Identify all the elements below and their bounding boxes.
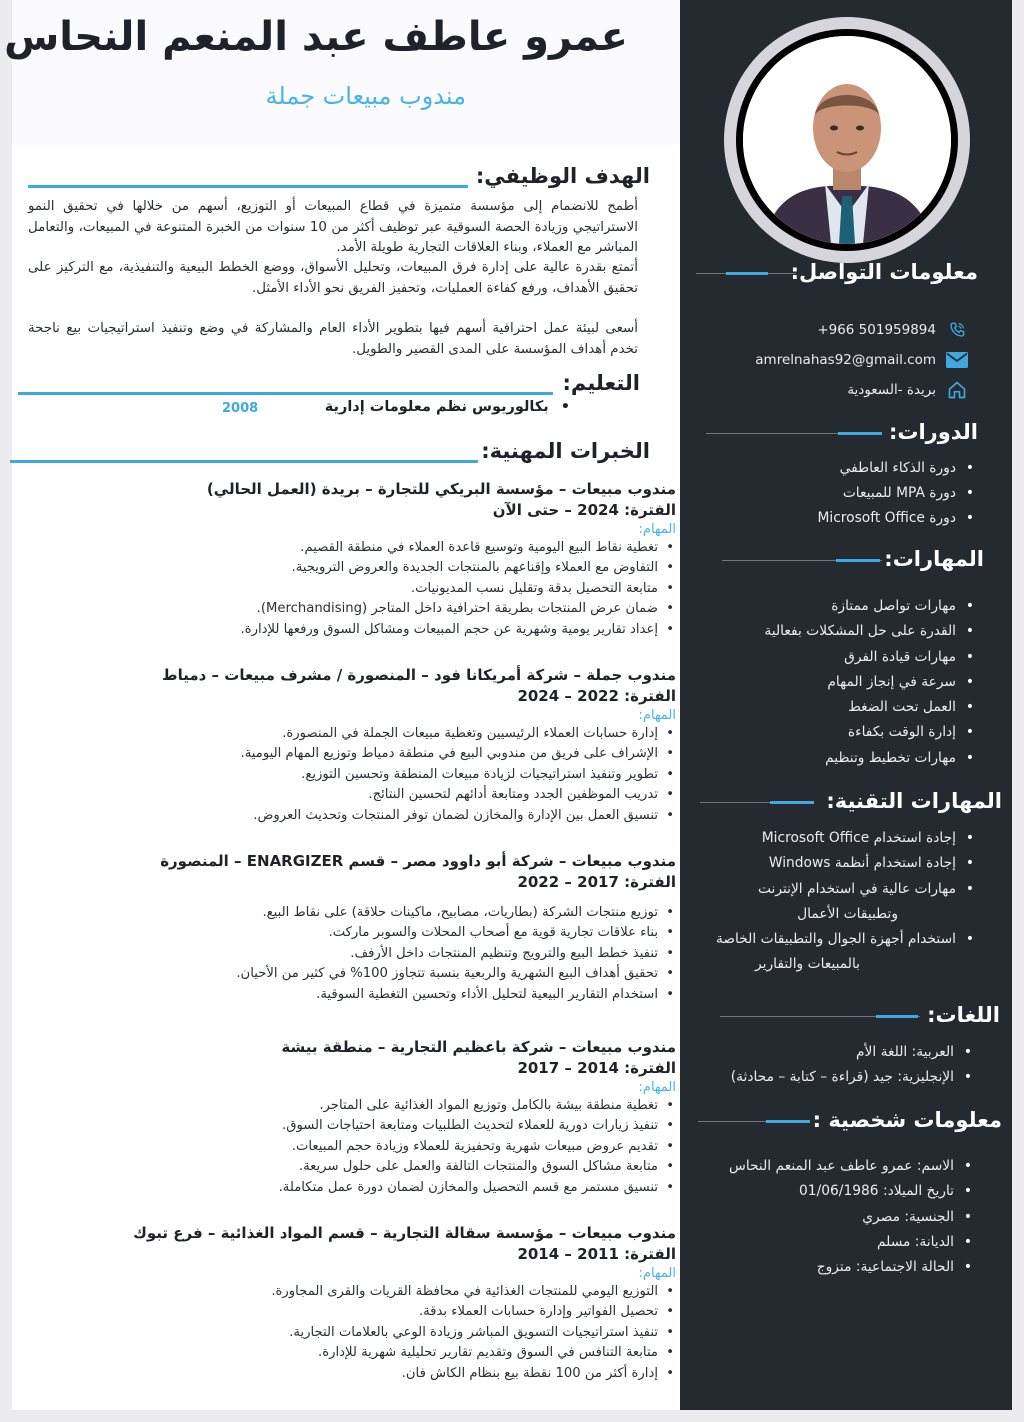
tasks-label: المهام:: [638, 522, 676, 537]
tech-divider-accent: [770, 801, 814, 804]
tech-skill-text: إجادة استخدام Microsoft Office: [761, 830, 956, 846]
phone-icon: [946, 320, 968, 340]
phone-number: +966 501959894: [817, 322, 936, 338]
task-item: • إدارة أكثر من 100 نقطة بيع بنظام الكاش فان.: [36, 1364, 658, 1384]
profile-photo: [743, 36, 951, 244]
task-item: • تغطية نقاط البيع اليومية وتوسيع قاعدة العملاء في منطقة القصيم.: [36, 538, 658, 558]
personal-item: • تاريخ الميلاد: 01/06/1986: [729, 1179, 954, 1204]
task-item: • تنسيق مستمر مع قسم التحصيل والمخازن لضمان دورة عمل متكاملة.: [36, 1178, 658, 1198]
contact-heading: [696, 260, 978, 288]
education-divider: [18, 392, 553, 395]
main-column: [4, 0, 680, 1410]
courses-heading: [706, 420, 978, 448]
personal-list: [729, 1154, 954, 1280]
profile-photo-frame: [724, 17, 970, 263]
mail-icon: [946, 350, 968, 370]
objective-divider: [28, 185, 468, 188]
person-portrait-icon: [743, 36, 951, 244]
job-entry: [36, 851, 676, 1005]
task-item: • تنفيذ زيارات دورية للعملاء لتحديث الطلبيات ومتابعة احتياجات السوق.: [36, 1116, 658, 1136]
contact-email[interactable]: [755, 349, 968, 371]
task-item: • الإشراف على فريق من مندوبي البيع في منطقة دمياط وتوزيع المهام اليومية.: [36, 744, 658, 764]
task-item: • إعداد تقارير يومية وشهرية عن حجم المبيعات ومشاكل السوق ورفعها للإدارة.: [36, 620, 658, 640]
skill-item: • مهارات تخطيط وتنظيم: [764, 746, 956, 771]
task-item: • تنسيق العمل بين الإدارة والمخازن لضمان توفر المنتجات وتحديث العروض.: [36, 806, 658, 826]
header: [4, 0, 680, 145]
skill-item: • العمل تحت الضغط: [764, 695, 956, 720]
task-item: • متابعة مشاكل السوق والمنتجات التالفة والعمل على حلول سريعة.: [36, 1157, 658, 1177]
task-item: • تدريب الموظفين الجدد ومتابعة أدائهم لتحسين النتائج.: [36, 785, 658, 805]
resume-page: [4, 0, 1012, 1410]
contact-phone[interactable]: [817, 319, 968, 341]
tasks-label: المهام:: [638, 1266, 676, 1281]
experience-title: الخبرات المهنية:: [481, 439, 650, 463]
courses-list: [817, 456, 956, 531]
languages-title: اللغات:: [927, 1003, 1000, 1027]
job-entry: [36, 665, 676, 826]
job-period: الفترة: 2022 – 2024: [517, 687, 676, 705]
task-item: • تنفيذ استراتيجيات التسويق المباشر وزيادة الوعي بالعلامات التجارية.: [36, 1323, 658, 1343]
skill-item: • إدارة الوقت بكفاءة: [764, 720, 956, 745]
tasks-label: المهام:: [638, 1080, 676, 1095]
tasks-label: المهام:: [638, 708, 676, 723]
objective-title: الهدف الوظيفي:: [475, 164, 650, 188]
tech-skills-heading: [700, 789, 1002, 817]
tech-skill-text: • استخدام أجهزة الجوال والتطبيقات الخاصة: [715, 931, 956, 948]
task-item: • متابعة التنافس في السوق وتقديم تقارير تحليلية شهرية للإدارة.: [36, 1343, 658, 1363]
language-item: • العربية: اللغة الأم: [731, 1040, 954, 1065]
tech-skill-text: • مهارات عالية في استخدام الإنترنت: [757, 880, 956, 897]
skill-item: • سرعة في إنجاز المهام: [764, 670, 956, 695]
contact-title: معلومات التواصل:: [790, 260, 978, 284]
skill-item: • مهارات قيادة الفرق: [764, 645, 956, 670]
personal-title: معلومات شخصية :: [812, 1108, 1002, 1132]
course-item: • دورة Microsoft Office: [817, 506, 956, 531]
task-item: • تحصيل الفواتير وإدارة حسابات العملاء بدقة.: [36, 1302, 658, 1322]
sidebar: [680, 0, 1012, 1410]
task-item: • توزيع منتجات الشركة (بطاريات، مصابيح، ماكينات حلاقة) على نقاط البيع.: [36, 903, 658, 923]
person-name: عمرو عاطف عبد المنعم النحاس: [4, 14, 628, 60]
task-list: [36, 724, 676, 826]
task-item: • استخدام التقارير البيعية لتحليل الأداء وتحسين التغطية السوقية.: [36, 985, 658, 1005]
course-item: • دورة MPA للمبيعات: [817, 481, 956, 506]
task-item: • التفاوض مع العملاء وإقناعهم بالمنتجات الجديدة والعروض الترويجية.: [36, 558, 658, 578]
tech-skill-text-cont: وتطبيقات الأعمال: [797, 905, 898, 922]
job-entry: [36, 1037, 676, 1198]
objective-para-2: أتمتع بقدرة عالية على إدارة فرق المبيعات، وتحليل الأسواق، ووضع الخطط البيعية والتنفيذية، مع التركيز على تحقيق الأهداف، ورفع كفاءة العمليات، وتحفيز الفريق نحو الأداء الأمثل.: [28, 260, 638, 296]
languages-divider-accent: [876, 1015, 918, 1018]
job-title: مندوب مبيعات جملة: [265, 82, 466, 110]
education-title: التعليم:: [562, 371, 640, 395]
task-item: • إدارة حسابات العملاء الرئيسيين وتغطية مبيعات الجملة في المنصورة.: [36, 724, 658, 744]
task-item: • تغطية منطقة بيشة بالكامل وتوزيع المواد الغذائية على المتاجر.: [36, 1096, 658, 1116]
job-period: الفترة: 2014 – 2017: [517, 1059, 676, 1077]
tech-skill-item: [716, 826, 956, 851]
location-text: بريدة -السعودية: [847, 382, 936, 398]
personal-divider-accent: [766, 1120, 810, 1123]
skills-divider-accent: [836, 559, 880, 562]
objective-para-1: أطمح للانضمام إلى مؤسسة متميزة في قطاع المبيعات أو التوزيع، أسهم من خلالها في تحقيق النمو الاستراتيجي وزيادة الحصة السوقية عبر توظيف أكثر من 10 سنوات من الخبرة المتنوعة في المبيعات، والتعامل المباشر مع العملاء، وبناء العلاقات التجارية طويلة الأمد.: [28, 199, 638, 255]
objective-heading: [28, 164, 650, 194]
job-title-line: مندوب مبيعات – مؤسسة سقالة التجارية – قسم المواد الغذائية – فرع تبوك: [133, 1224, 676, 1242]
objective-para-3: أسعى لبيئة عمل احترافية أسهم فيها بتطوير الأداء العام والمشاركة في وضع وتنفيذ استراتيجيات بيع ناجحة تخدم أهداف المؤسسة على المدى القصير والطويل.: [28, 321, 638, 357]
education-degree: • بكالوريوس نظم معلومات إدارية: [325, 399, 570, 415]
personal-item: • الجنسية: مصري: [729, 1205, 954, 1230]
contact-location: [847, 379, 968, 401]
skill-item: • مهارات تواصل ممتازة: [764, 594, 956, 619]
skills-list: [764, 594, 956, 771]
tech-skills-title: المهارات التقنية:: [826, 789, 1002, 813]
education-heading: [18, 371, 640, 401]
course-item: • دورة الذكاء العاطفي: [817, 456, 956, 481]
courses-title: الدورات:: [888, 420, 978, 444]
tech-skill-item: [716, 851, 956, 876]
experience-heading: [10, 439, 650, 469]
job-title-line: مندوب جملة – شركة أمريكانا فود – المنصورة / مشرف مبيعات – دمياط: [162, 666, 676, 684]
task-item: • ضمان عرض المنتجات بطريقة احترافية داخل المتاجر (Merchandising).: [36, 599, 658, 619]
tech-skill-text: إجادة استخدام أنظمة Windows: [768, 855, 956, 872]
job-entry: [36, 1223, 676, 1384]
skill-item: • القدرة على حل المشكلات بفعالية: [764, 619, 956, 644]
task-item: • بناء علاقات تجارية قوية مع أصحاب المحلات والسوبر ماركت.: [36, 923, 658, 943]
languages-heading: [720, 1003, 1000, 1031]
task-item: • تطوير وتنفيذ استراتيجيات لزيادة مبيعات المنطقة وتحسين التوزيع.: [36, 765, 658, 785]
personal-heading: [698, 1108, 1002, 1136]
job-title-line: مندوب مبيعات – شركة باعظيم التجارية – منطقة بيشة: [281, 1038, 676, 1056]
personal-item: • الاسم: عمرو عاطف عبد المنعم النحاس: [729, 1154, 954, 1179]
task-list: [36, 538, 676, 640]
task-item: • تقديم عروض مبيعات شهرية وتحفيزية للعملاء وزيادة حجم المبيعات.: [36, 1137, 658, 1157]
job-period: الفترة: 2017 – 2022: [517, 873, 676, 891]
contact-divider-accent: [726, 272, 768, 275]
skills-title: المهارات:: [884, 547, 984, 571]
skills-heading: [722, 547, 984, 575]
education-year: 2008: [222, 401, 259, 416]
job-title-line: مندوب مبيعات – مؤسسة البريكي للتجارة – بريدة (العمل الحالي): [206, 480, 676, 498]
task-item: • تحقيق أهداف البيع الشهرية والربعية بنسبة تتجاوز 100% في كثير من الأحيان.: [36, 964, 658, 984]
personal-item: • الديانة: مسلم: [729, 1230, 954, 1255]
personal-item: • الحالة الاجتماعية: متزوج: [729, 1255, 954, 1280]
task-list: [36, 1282, 676, 1384]
task-item: • تنفيذ خطط البيع والترويج وتنظيم المنتجات داخل الأرفف.: [36, 944, 658, 964]
tech-skill-item: [716, 927, 956, 978]
email-address: amrelnahas92@gmail.com: [755, 352, 936, 368]
languages-list: [731, 1040, 954, 1091]
task-list: [36, 1096, 676, 1198]
home-icon: [946, 380, 968, 400]
tech-skills-list: [716, 826, 956, 978]
tech-skill-text-cont: بالمبيعات والتقارير: [755, 956, 860, 973]
job-period: الفترة: 2024 – حتى الآن: [492, 501, 676, 519]
job-entry: [36, 479, 676, 640]
job-period: الفترة: 2011 – 2014: [517, 1245, 676, 1263]
courses-divider-accent: [838, 432, 882, 435]
profile-photo-border: [736, 29, 958, 251]
task-item: • متابعة التحصيل بدقة وتقليل نسب المديونيات.: [36, 579, 658, 599]
tech-skill-item: [716, 877, 956, 928]
task-item: • التوزيع اليومي للمنتجات الغذائية في محافظة القريات والقرى المجاورة.: [36, 1282, 658, 1302]
job-title-line: مندوب مبيعات – شركة أبو داوود مصر – قسم ENARGIZER – المنصورة: [160, 852, 676, 870]
language-item: • الإنجليزية: جيد (قراءة – كتابة – محادثة): [731, 1065, 954, 1090]
task-list: [36, 903, 676, 1005]
experience-divider: [10, 460, 478, 463]
